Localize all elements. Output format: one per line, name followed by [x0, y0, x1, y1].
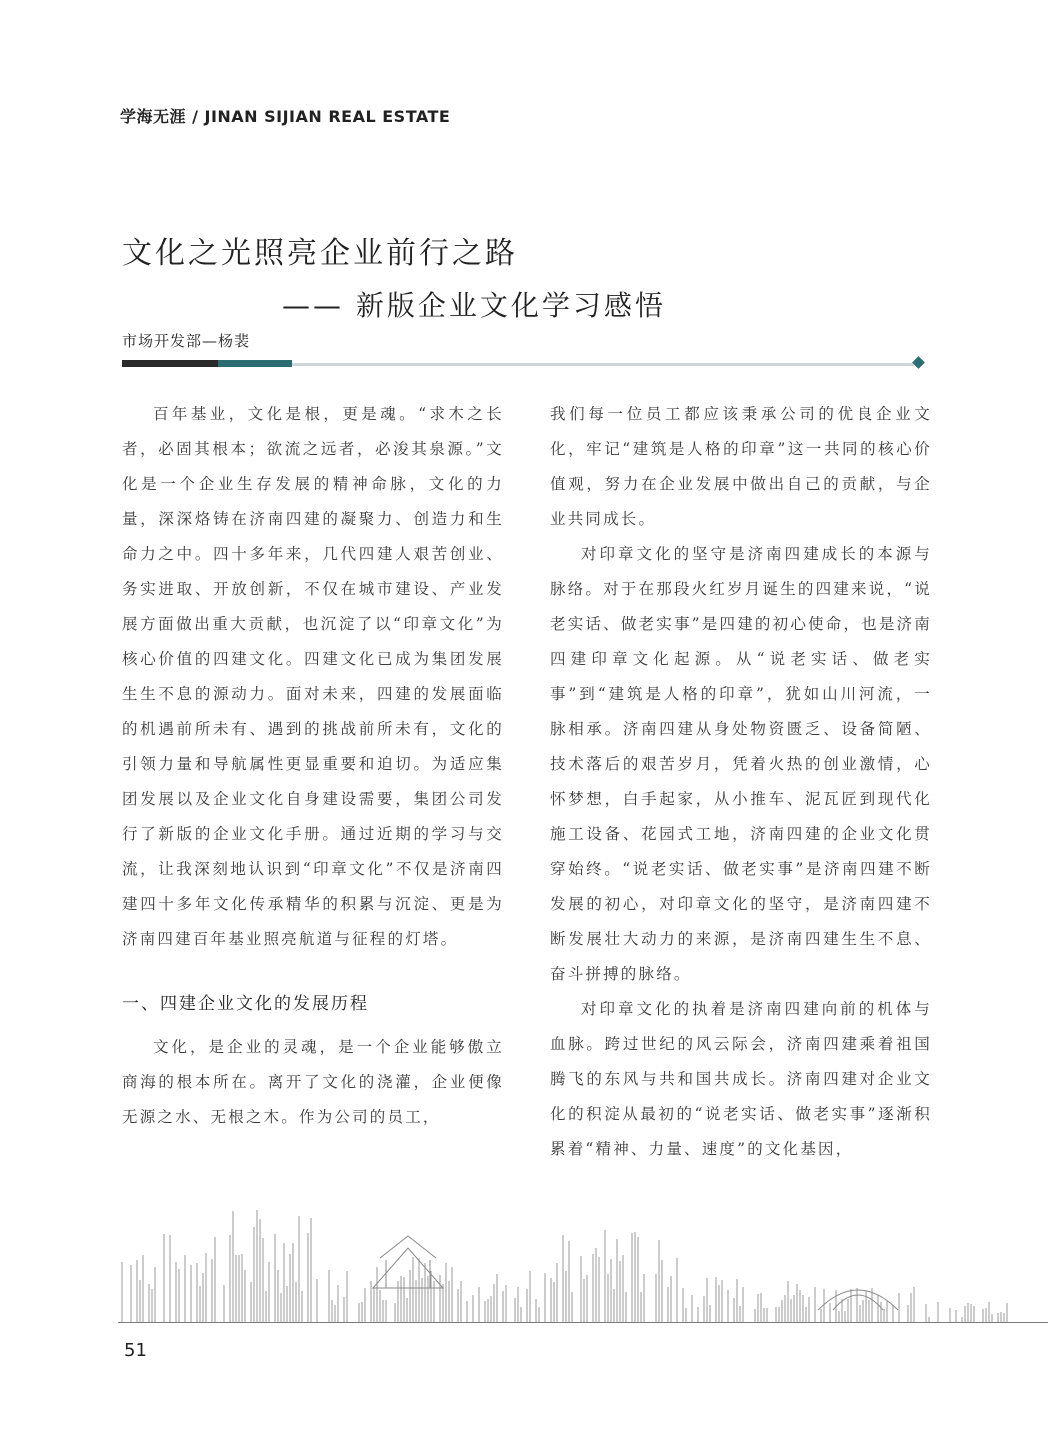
author-line: 市场开发部—杨裴 — [122, 332, 251, 350]
body-paragraph: 百年基业，文化是根，更是魂。“求木之长者，必固其根本；欲流之远者，必浚其泉源。”文化是一个企业生存发展的精神命脉，文化的力量，深深烙铸在济南四建的凝聚力、创造力和生命力之中。四十多年来，几代四建人艰苦创业、务实进取、开放创新，不仅在城市建设、产业发展方面做出重大贡献，也沉淀了以“印章文化”为核心价值的四建文化。四建文化已成为集团发展生生不息的源动力。面对未来，四建的发展面临的机遇前所未有、遇到的挑战前所未有，文化的引领力量和导航属性更显重要和迫切。为适应集团发展以及企业文化自身建设需要，集团公司发行了新版的企业文化手册。通过近期的学习与交流，让我深刻地认识到“印章文化”不仅是济南四建四十多年文化传承精华的积累与沉淀、更是为济南四建百年基业照亮航道与征程的灯塔。 — [122, 405, 504, 948]
right-column — [550, 397, 932, 1167]
divider-dark-segment — [122, 360, 218, 367]
section-heading: 一、四建企业文化的发展历程 — [122, 994, 369, 1014]
divider-accent-segment — [218, 360, 292, 367]
left-column — [122, 397, 504, 1135]
city-skyline-illustration — [118, 1200, 1008, 1324]
running-header: 学海无涯 / JINAN SIJIAN REAL ESTATE — [120, 107, 451, 126]
body-paragraph: 对印章文化的坚守是济南四建成长的本源与脉络。对于在那段火红岁月诞生的四建来说，“说老实话、做老实事”是四建的初心使命，也是济南四建印章文化起源。从“说老实话、做老实事”到“建筑是人格的印章”，犹如山川河流，一脉相承。济南四建从身处物资匮乏、设备简陋、技术落后的艰苦岁月，凭着火热的创业激情，心怀梦想，白手起家，从小推车、泥瓦匠到现代化施工设备、花园式工地，济南四建的企业文化贯穿始终。“说老实话、做老实事”是济南四建不断发展的初心，对印章文化的坚守，是济南四建不断发展壮大动力的来源，是济南四建生生不息、奋斗拼搏的脉络。 — [550, 545, 932, 983]
title-divider-line — [292, 363, 914, 366]
body-paragraph: 文化，是企业的灵魂，是一个企业能够傲立商海的根本所在。离开了文化的浇灌，企业便像无源之水、无根之木。作为公司的员工， — [122, 1038, 504, 1126]
skyline-baseline — [118, 1322, 1048, 1323]
page-number: 51 — [124, 1340, 147, 1361]
article-title: 文化之光照亮企业前行之路 — [122, 236, 518, 271]
article-subtitle: —— 新版企业文化学习感悟 — [282, 289, 666, 322]
body-paragraph: 对印章文化的执着是济南四建向前的机体与血脉。跨过世纪的风云际会，济南四建乘着祖国腾飞的东风与共和国共成长。济南四建对企业文化的积淀从最初的“说老实话、做老实事”逐渐积累着“精神、力量、速度”的文化基因， — [550, 1000, 932, 1158]
diamond-ornament-icon — [912, 356, 925, 369]
body-paragraph: 我们每一位员工都应该秉承公司的优良企业文化，牢记“建筑是人格的印章”这一共同的核心价值观，努力在企业发展中做出自己的贡献，与企业共同成长。 — [550, 405, 932, 528]
